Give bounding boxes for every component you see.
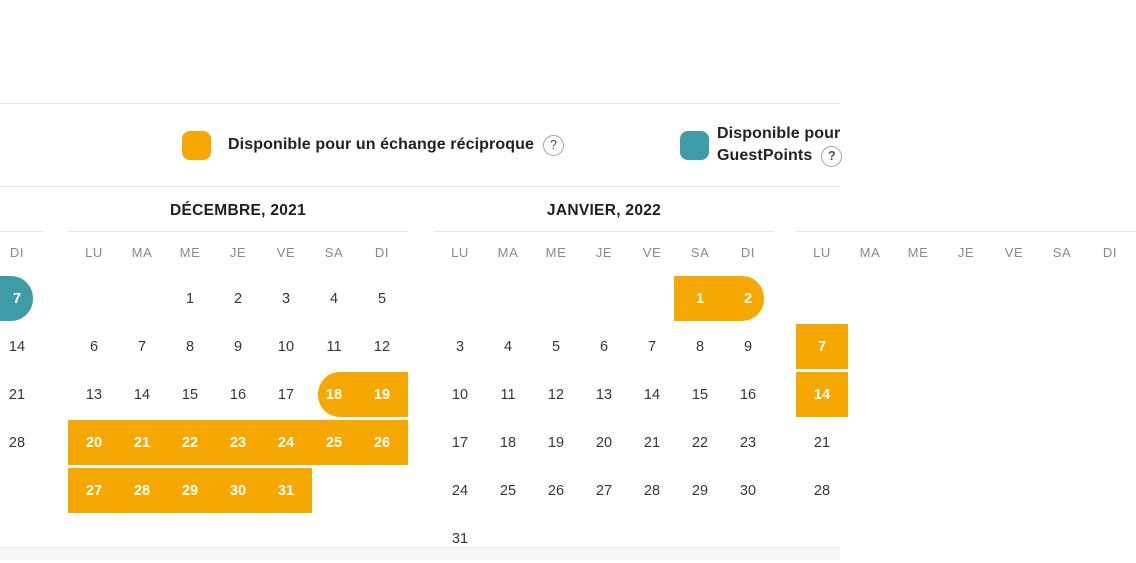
day-cell[interactable]: 2 [743,291,753,307]
week-row [0,275,41,323]
day-cell[interactable]: 12 [547,387,565,403]
week-row [70,323,406,371]
day-cell[interactable]: 21 [643,435,661,451]
legend-reciprocal-label: Disponible pour un échange réciproque [228,136,534,153]
day-cell[interactable]: 9 [743,339,753,355]
day-cell-empty [118,275,166,323]
day-cell[interactable]: 21 [133,435,151,451]
day-cell-empty [942,467,990,515]
day-cell[interactable]: 17 [451,435,469,451]
day-cell-empty [1038,371,1086,419]
weekday-label: DI [740,245,756,260]
weeks [436,275,772,563]
day-cell-empty [990,467,1038,515]
day-cell[interactable]: 30 [739,483,757,499]
weekday-row [70,232,406,273]
day-cell[interactable]: 28 [133,483,151,499]
legend-item-guestpoints [680,104,842,186]
month-janvier-2022 [436,187,772,563]
legend-guestpoints-label [717,123,842,167]
day-cell-empty [846,323,894,371]
weekday-row [436,232,772,273]
day-cell-empty [846,419,894,467]
weekday-label: ME [545,245,567,260]
week-row [436,275,772,323]
day-cell[interactable]: 17 [277,387,295,403]
weekday-label: VE [642,245,662,260]
day-cell[interactable]: 29 [691,483,709,499]
day-cell-empty [1086,275,1134,323]
day-cell[interactable]: 23 [739,435,757,451]
day-cell[interactable]: 27 [595,483,613,499]
day-cell[interactable]: 28 [643,483,661,499]
day-cell-empty [942,323,990,371]
legend-guestpoints-line1: Disponible pour [717,125,841,142]
day-cell[interactable]: 18 [325,387,343,403]
day-cell-empty [942,419,990,467]
week-row [436,467,772,515]
help-icon[interactable]: ? [821,146,842,167]
day-cell[interactable]: 11 [326,339,342,355]
week-row [798,323,1134,371]
guestpoints-color-swatch [680,131,709,160]
week-row [70,419,406,467]
month-title [0,197,41,225]
day-cell-empty [1086,419,1134,467]
day-cell[interactable]: 10 [277,339,295,355]
day-cell[interactable]: 25 [325,435,343,451]
day-cell[interactable]: 25 [499,483,517,499]
day-cell[interactable]: 7 [817,339,827,355]
day-cell[interactable]: 20 [85,435,103,451]
week-row [798,275,1134,323]
day-cell-empty [1038,419,1086,467]
day-cell[interactable]: 14 [133,387,151,403]
week-row [436,323,772,371]
weekday-label: SA [324,245,344,260]
day-cell[interactable]: 30 [229,483,247,499]
day-cell-empty [1086,323,1134,371]
day-cell[interactable]: 20 [595,435,613,451]
day-cell-empty [846,467,894,515]
month-next-month-partial [798,187,1134,515]
day-cell[interactable]: 28 [8,435,26,451]
day-cell[interactable]: 13 [595,387,613,403]
day-cell-empty [580,275,628,323]
day-cell[interactable]: 21 [813,435,831,451]
calendar-strip [0,187,1118,560]
month-title: JANVIER, 2022 [546,202,662,219]
day-cell-empty [942,275,990,323]
weekday-label: ME [179,245,201,260]
day-cell[interactable]: 2 [233,291,243,307]
day-cell[interactable]: 12 [373,339,391,355]
day-cell-empty [436,275,484,323]
day-cell[interactable]: 28 [813,483,831,499]
month-decembre-2021 [70,187,406,515]
day-cell[interactable]: 23 [229,435,247,451]
weekday-label: DI [9,245,25,260]
day-cell-empty [484,275,532,323]
day-cell[interactable]: 19 [373,387,391,403]
weeks [0,275,41,467]
day-cell[interactable]: 15 [691,387,709,403]
month-previous-month-partial [0,187,41,467]
weekday-label: LU [813,245,831,260]
week-row [70,275,406,323]
weekday-label: JE [595,245,613,260]
day-cell[interactable]: 16 [739,387,757,403]
weekday-label: MA [859,245,881,260]
week-row [0,323,41,371]
day-cell-empty [990,275,1038,323]
day-cell-empty [846,275,894,323]
legend-guestpoints-line2-text: GuestPoints [717,147,813,164]
day-cell[interactable]: 21 [8,387,26,403]
day-cell[interactable]: 7 [137,339,147,355]
week-row [798,371,1134,419]
day-cell[interactable]: 26 [547,483,565,499]
week-row [436,371,772,419]
weekday-label: SA [690,245,710,260]
day-cell[interactable]: 27 [85,483,103,499]
day-cell[interactable]: 7 [647,339,657,355]
weeks [70,275,406,515]
day-cell[interactable]: 4 [503,339,513,355]
day-cell[interactable]: 3 [281,291,291,307]
day-cell-empty [798,275,846,323]
day-cell-empty [532,275,580,323]
day-cell-empty [1086,467,1134,515]
week-row [70,371,406,419]
day-cell-empty [70,275,118,323]
week-row [0,371,41,419]
day-cell-empty [1086,371,1134,419]
day-cell-empty [846,371,894,419]
day-cell[interactable]: 6 [599,339,609,355]
day-cell[interactable]: 1 [695,291,705,307]
weekday-label: ME [907,245,929,260]
day-cell-empty [990,323,1038,371]
weekday-label: SA [1052,245,1072,260]
weekday-label: DI [1102,245,1118,260]
day-cell[interactable]: 26 [373,435,391,451]
day-cell[interactable]: 29 [181,483,199,499]
weekday-label: DI [374,245,390,260]
week-row [436,419,772,467]
day-cell[interactable]: 16 [229,387,247,403]
day-cell[interactable]: 24 [451,483,469,499]
day-cell-empty [990,419,1038,467]
day-cell[interactable]: 8 [695,339,705,355]
day-cell[interactable]: 1 [185,291,195,307]
week-row [798,419,1134,467]
day-cell[interactable]: 31 [451,531,469,547]
day-cell-empty [1038,467,1086,515]
legend-guestpoints-line2 [717,145,842,167]
weekday-label: JE [229,245,247,260]
day-cell[interactable]: 11 [500,387,516,403]
weekday-label: LU [451,245,469,260]
legend-bar [0,104,840,186]
day-cell[interactable]: 13 [85,387,103,403]
day-cell[interactable]: 14 [8,339,26,355]
month-title: DÉCEMBRE, 2021 [170,202,306,219]
day-cell-empty [628,275,676,323]
day-cell[interactable]: 18 [499,435,517,451]
day-cell[interactable]: 24 [277,435,295,451]
day-cell[interactable]: 14 [643,387,661,403]
day-cell-empty [942,371,990,419]
day-cell[interactable]: 4 [329,291,339,307]
day-cell-empty [894,419,942,467]
weekday-label: VE [1004,245,1024,260]
week-row [798,467,1134,515]
day-cell[interactable]: 8 [185,339,195,355]
day-cell[interactable]: 22 [691,435,709,451]
day-cell-empty [894,467,942,515]
month-title [798,197,1134,225]
reciprocal-color-swatch [182,131,211,160]
day-cell[interactable]: 14 [813,387,831,403]
week-row [0,419,41,467]
day-cell[interactable]: 5 [377,291,387,307]
weekday-row [0,232,41,273]
help-icon[interactable]: ? [543,135,564,156]
week-row [70,467,406,515]
day-cell-empty [1038,323,1086,371]
weekday-label: JE [957,245,975,260]
day-cell[interactable]: 3 [455,339,465,355]
day-cell-empty [310,467,358,515]
day-cell-empty [894,323,942,371]
day-cell[interactable]: 31 [277,483,295,499]
weekday-label: LU [85,245,103,260]
day-cell[interactable]: 9 [233,339,243,355]
weekday-label: VE [276,245,296,260]
day-cell[interactable]: 19 [547,435,565,451]
weekday-label: MA [131,245,153,260]
day-cell[interactable]: 7 [12,291,22,307]
day-cell[interactable]: 22 [181,435,199,451]
day-cell-empty [1038,275,1086,323]
legend-item-reciprocal [182,104,564,186]
day-cell[interactable]: 5 [551,339,561,355]
weeks [798,275,1134,515]
day-cell-empty [358,467,406,515]
day-cell[interactable]: 10 [451,387,469,403]
day-cell[interactable]: 6 [89,339,99,355]
bottom-section-edge [0,547,840,560]
day-cell-empty [894,371,942,419]
weekday-row [798,232,1134,273]
day-cell[interactable]: 15 [181,387,199,403]
weekday-label: MA [497,245,519,260]
day-cell-empty [894,275,942,323]
day-cell-empty [990,371,1038,419]
